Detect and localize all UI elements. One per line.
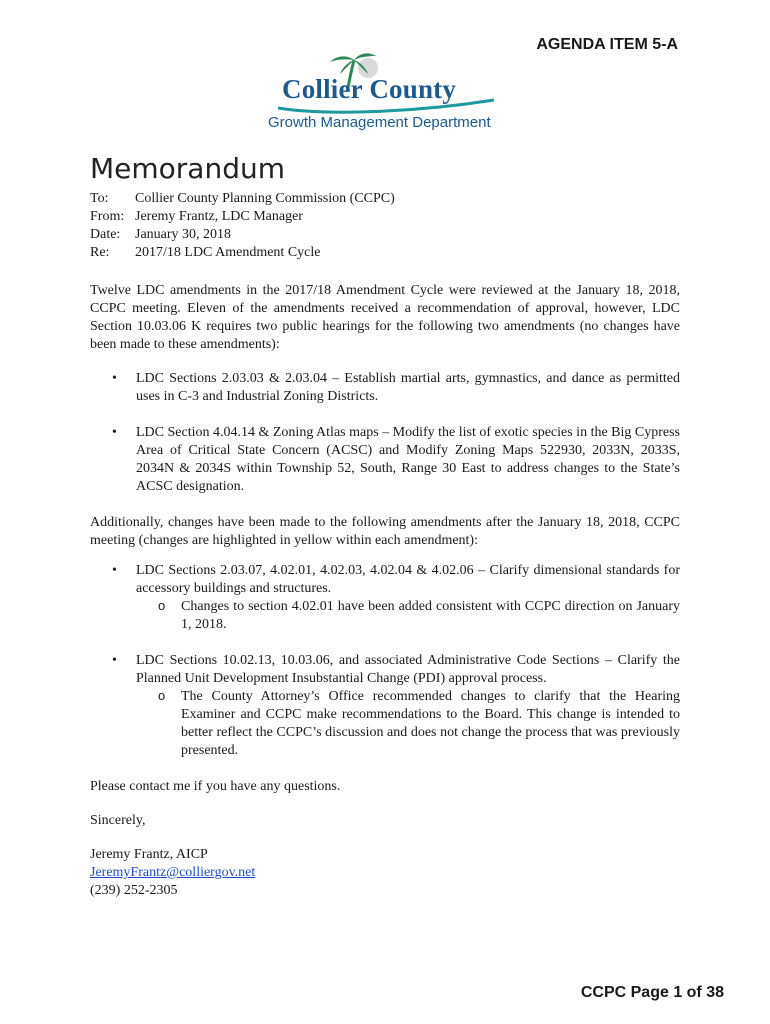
sub-list-item: o The County Attorney’s Office recommended changes to clarify that the Hearing Examiner and CCPC make recommendations to the Board. This change is intended to better reflect the CCPC’s discussion and does not change the process that was previously presented. — [90, 688, 680, 760]
page-number: CCPC Page 1 of 38 — [580, 984, 724, 1001]
re-value: 2017/18 LDC Amendment Cycle — [135, 245, 321, 260]
header-re-row — [90, 244, 395, 262]
bullet-list-unchanged — [90, 370, 680, 496]
signature-block — [90, 846, 680, 900]
sincerely-line: Sincerely, — [90, 813, 146, 828]
list-item — [90, 652, 680, 760]
logo-title: Collier County — [282, 74, 457, 104]
date-label: Date: — [90, 227, 121, 242]
paragraph-additional: Additionally, changes have been made to the following amendments after the January 18, 2018, CCPC meeting (changes are highlighted in yellow within each amendment): — [90, 515, 680, 548]
agenda-item-label: AGENDA ITEM 5-A — [536, 36, 678, 53]
email-link[interactable]: JeremyFrantz@colliergov.net — [90, 865, 256, 880]
bullet-list-changed — [90, 562, 680, 760]
signature-name: Jeremy Frantz, AICP — [90, 847, 208, 862]
header-to-row — [90, 190, 395, 208]
list-item — [90, 562, 680, 634]
memo-header — [90, 190, 395, 262]
list-item-text: LDC Sections 10.02.13, 10.03.06, and associated Administrative Code Sections – Clarify the Planned Unit Development Insubstantial Change (PDI) approval process. — [136, 653, 680, 686]
to-value: Collier County Planning Commission (CCPC) — [135, 191, 395, 206]
re-label: Re: — [90, 245, 110, 260]
signature-phone: (239) 252-2305 — [90, 883, 178, 898]
date-value: January 30, 2018 — [135, 227, 232, 242]
from-label: From: — [90, 209, 125, 224]
memo-body — [90, 282, 680, 900]
collier-county-logo — [268, 50, 508, 138]
closing-line: Please contact me if you have any questions. — [90, 779, 341, 794]
header-date-row — [90, 226, 395, 244]
from-value: Jeremy Frantz, LDC Manager — [135, 209, 303, 224]
to-label: To: — [90, 191, 109, 206]
logo-subtitle: Growth Management Department — [268, 114, 491, 131]
paragraph-intro: Twelve LDC amendments in the 2017/18 Amendment Cycle were reviewed at the January 18, 2018, CCPC meeting. Eleven of the amendments received a recommendation of approval, however, LDC Section 10.03.06 K requires two public hearings for the following two amendments (no changes have been made to these amendments): — [90, 283, 680, 352]
list-item: • LDC Sections 2.03.03 & 2.03.04 – Establish martial arts, gymnastics, and dance as permitted uses in C-3 and Industrial Zoning Districts. — [90, 370, 680, 406]
sub-list-item: o Changes to section 4.02.01 have been added consistent with CCPC direction on January 1, 2018. — [90, 598, 680, 634]
list-item-text: LDC Sections 2.03.07, 4.02.01, 4.02.03, 4.02.04 & 4.02.06 – Clarify dimensional standards for accessory buildings and structures. — [136, 563, 680, 596]
memo-title: Memorandum — [90, 152, 286, 185]
header-from-row — [90, 208, 395, 226]
list-item: • LDC Section 4.04.14 & Zoning Atlas maps – Modify the list of exotic species in the Big Cypress Area of Critical State Concern (ACSC) and Modify Zoning Maps 522930, 2033N, 2033S, 2034N & 2034S within Township 52, South, Range 30 East to address changes to the State’s ACSC designation. — [90, 424, 680, 496]
